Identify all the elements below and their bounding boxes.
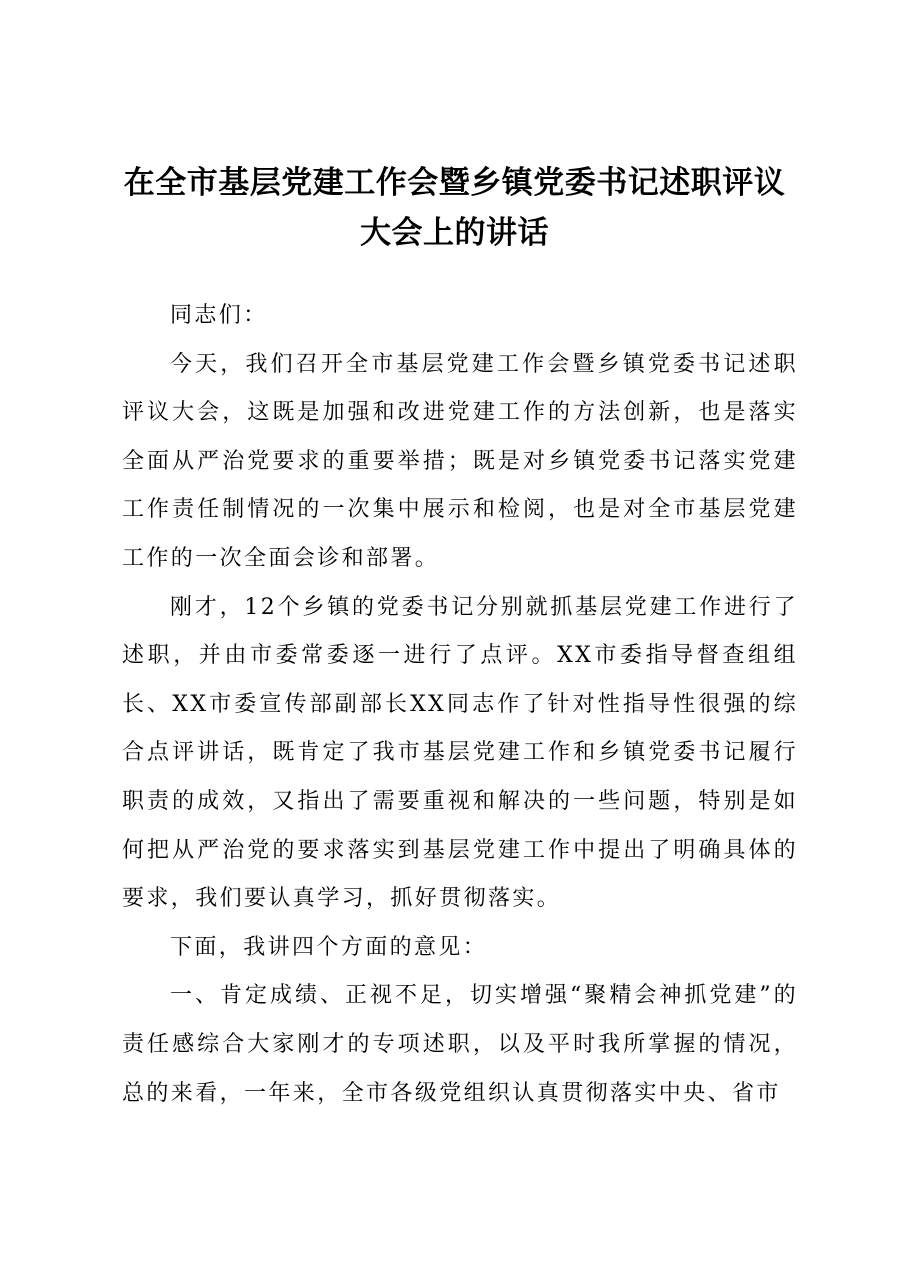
- paragraph-salutation: 同志们：: [170, 303, 268, 328]
- paragraph-opening: 今天，我们召开全市基层党建工作会暨乡镇党委书记述职评议大会，这既是加强和改进党建工作的方法创新，也是落实全面从严治党要求的重要举措；既是对乡镇党委书记落实党建工作责任制情况的一次集中展示和检阅，也是对全市基层党建工作的一次全面会诊和部署。: [122, 351, 798, 571]
- paragraph-transition: 下面，我讲四个方面的意见：: [170, 934, 488, 960]
- document-body: [122, 292, 798, 1118]
- document-title: 在全市基层党建工作会暨乡镇党委书记述职评议大会上的讲话: [123, 165, 786, 251]
- paragraph-review: 刚才，12个乡镇的党委书记分别就抓基层党建工作进行了述职，并由市委常委逐一进行了点评。XX市委指导督查组组长、XX市委宣传部副部长XX同志作了针对性指导性很强的综合点评讲话，既肯定了我市基层党建工作和乡镇党委书记履行职责的成效，又指出了需要重视和解决的一些问题，特别是如何把从严治党的要求落实到基层党建工作中提出了明确具体的要求，我们要认真学习，抓好贯彻落实。: [122, 594, 798, 912]
- paragraph-section-one: 一、肯定成绩、正视不足，切实增强“聚精会神抓党建”的责任感综合大家刚才的专项述职，以及平时我所掌握的情况，总的来看，一年来，全市各级党组织认真贯彻落实中央、省市: [122, 983, 798, 1106]
